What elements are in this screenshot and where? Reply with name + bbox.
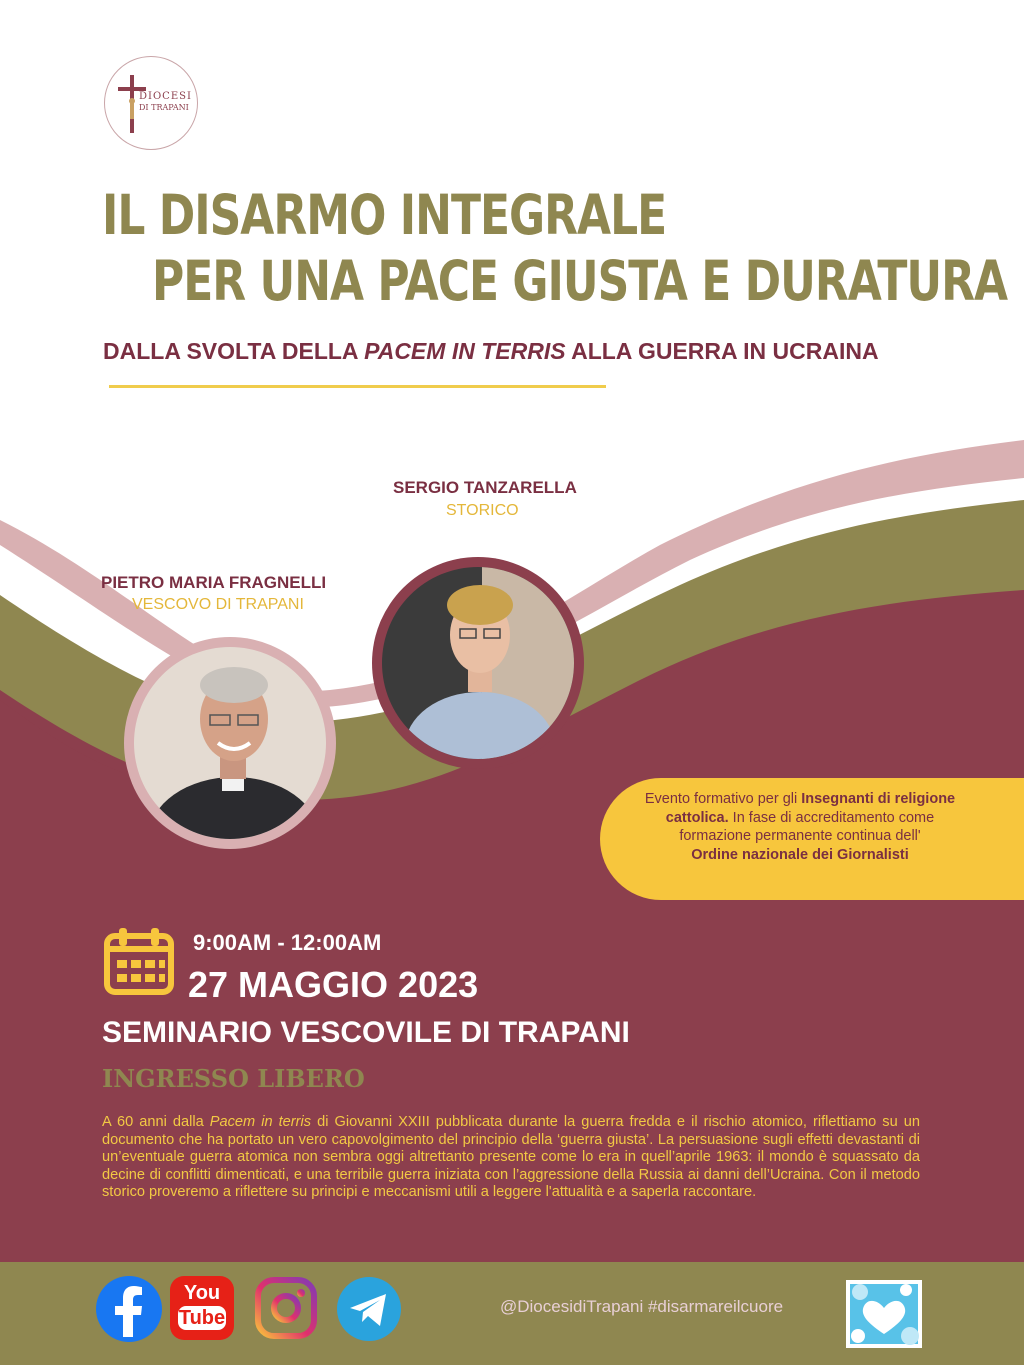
telegram-icon[interactable] (336, 1276, 402, 1342)
diocese-logo (104, 56, 198, 150)
logo-text-2: DI TRAPANI (139, 103, 189, 112)
subtitle (103, 338, 879, 365)
portrait-tanzarella (382, 567, 574, 759)
youtube-icon[interactable] (170, 1276, 234, 1340)
speaker-2-role: VESCOVO DI TRAPANI (132, 596, 304, 613)
subtitle-after: ALLA GUERRA IN UCRAINA (565, 338, 879, 364)
portrait-fragnelli (134, 647, 326, 839)
title-line-1: IL DISARMO INTEGRALE (102, 184, 667, 248)
desc-italic: Pacem in terris (209, 1114, 312, 1130)
photo-tanzarella (372, 557, 584, 769)
badge-part1: Evento formativo per gli (644, 791, 802, 807)
desc-after: di Giovanni XXIII pubblicata durante la guerra fredda e il rischio atomico, riflettiamo su un documento che ha portato un vero capovolgimento del principio della ‘guerra giusta’. La persuasione sugli effetti devastanti di un’eventuale guerra atomica non sembra oggi altrettanto presente come lo era in quell’aprile 1963: il mondo è squassato da decine di conflitti dimenticati, e una terribile guerra iniziata con l’aggressione della Russia ai danni dell’Ucraina. Con il metodo storico proveremo a riflettere su principi e meccanismi utili a leggere l'attualità e a saperla raccontare. (102, 1114, 920, 1200)
speaker-1-role: STORICO (446, 502, 519, 519)
heart-logo-icon (846, 1280, 922, 1348)
badge-bold2: Ordine nazionale dei Giornalisti (691, 846, 909, 863)
social-handle: @DiocesidiTrapani #disarmareilcuore (500, 1297, 784, 1316)
youtube-tube: Tube (178, 1307, 226, 1329)
accreditation-badge (600, 778, 1024, 900)
badge-bold1: Insegnanti di religione cattolica. (665, 791, 956, 826)
divider (109, 385, 606, 388)
badge-part2: In fase di accreditamento come formazione permanente continua dell' (679, 809, 935, 844)
event-time: 9:00AM - 12:00AM (193, 930, 382, 955)
badge-text (630, 790, 970, 864)
title-line-2: PER UNA PACE GIUSTA E DURATURA (152, 250, 1008, 314)
subtitle-italic: PACEM IN TERRIS (364, 338, 566, 364)
instagram-icon[interactable] (254, 1276, 318, 1340)
desc-before: A 60 anni dalla (102, 1114, 210, 1130)
facebook-icon[interactable] (95, 1275, 163, 1343)
speaker-2-name: PIETRO MARIA FRAGNELLI (101, 573, 327, 592)
description (102, 1114, 920, 1202)
youtube-you: You (183, 1282, 221, 1304)
admission: INGRESSO LIBERO (102, 1064, 365, 1093)
event-date: 27 MAGGIO 2023 (188, 964, 479, 1005)
logo-text-1: DIOCESI (139, 91, 192, 102)
speaker-1-name: SERGIO TANZARELLA (393, 478, 577, 497)
calendar-icon (103, 928, 175, 996)
event-venue: SEMINARIO VESCOVILE DI TRAPANI (102, 1016, 630, 1049)
subtitle-before: DALLA SVOLTA DELLA (103, 338, 365, 364)
photo-fragnelli (124, 637, 336, 849)
